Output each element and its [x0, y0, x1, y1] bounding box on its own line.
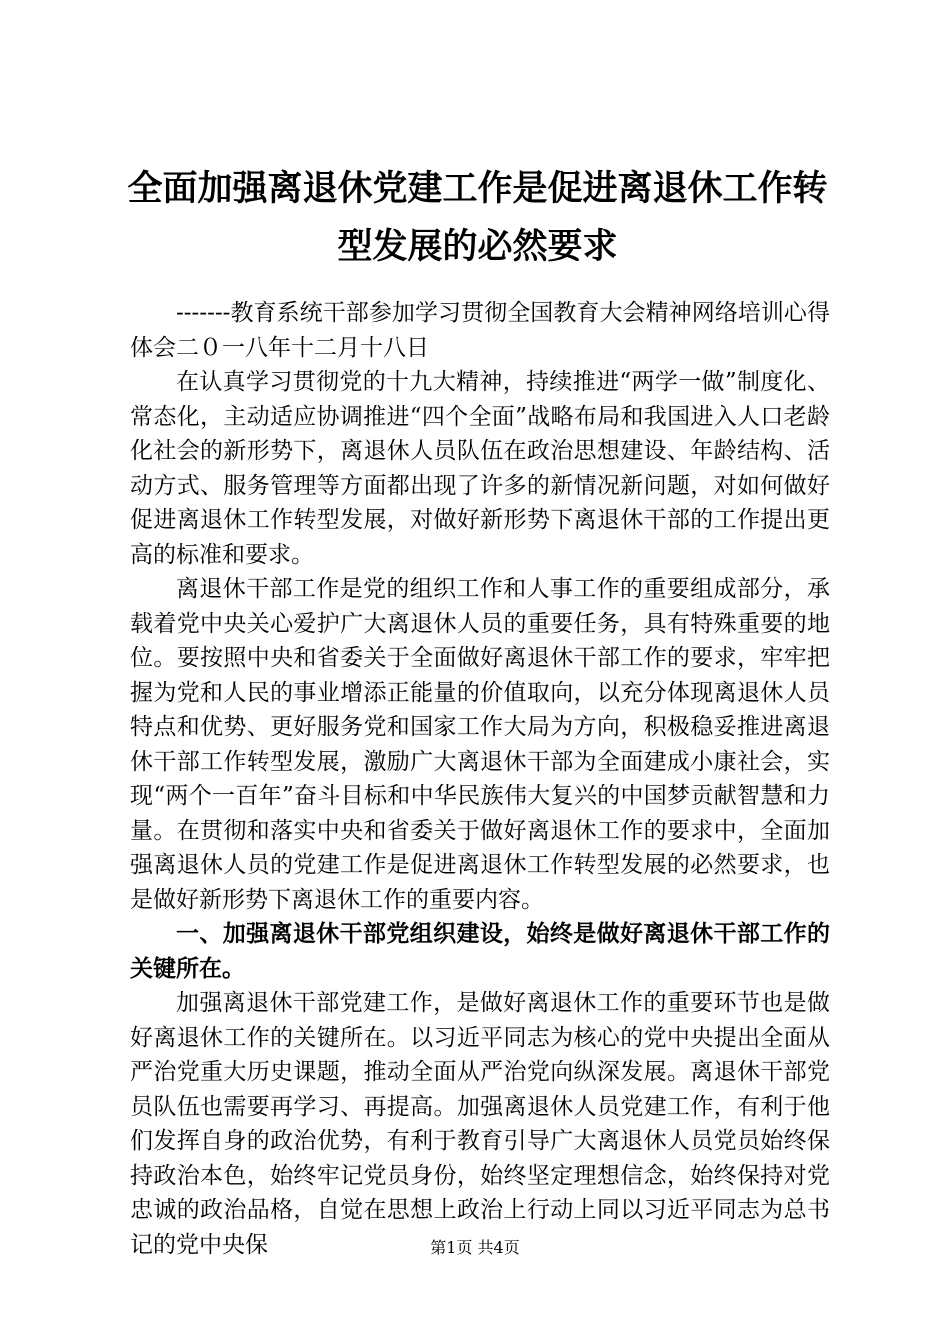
paragraph-importance: 离退休干部工作是党的组织工作和人事工作的重要组成部分，承载着党中央关心爱护广大离退休人员的重要任务，具有特殊重要的地位。要按照中央和省委关于全面做好离退休干部工作的要求，牢牢把握为党和人民的事业增添正能量的价值取向，以充分体现离退休人员特点和优势、更好服务党和国家工作大局为方向，积极稳妥推进离退休干部工作转型发展，激励广大离退休干部为全面建成小康社会，实现“两个一百年”奋斗目标和中华民族伟大复兴的中国梦贡献智慧和力量。在贯彻和落实中央和省委关于做好离退休工作的要求中，全面加强离退休人员的党建工作是促进离退休工作转型发展的必然要求，也是做好新形势下离退休工作的重要内容。	[130, 576, 830, 913]
paragraph-intro: 在认真学习贯彻党的十九大精神，持续推进“两学一做”制度化、常态化，主动适应协调推进“四个全面”战略布局和我国进入人口老龄化社会的新形势下，离退休人员队伍在政治思想建设、年龄结构、活动方式、服务管理等方面都出现了许多的新情况新问题，对如何做好促进离退休工作转型发展，对做好新形势下离退休干部的工作提出更高的标准和要求。	[130, 369, 830, 568]
subtitle-line: -------教育系统干部参加学习贯彻全国教育大会精神网络培训心得体会二０一八年十二月十八日	[130, 300, 830, 361]
document-title: 全面加强离退休党建工作是促进离退休工作转型发展的必然要求	[127, 169, 828, 267]
section-heading-1: 一、加强离退休干部党组织建设，始终是做好离退休干部工作的关键所在。	[130, 921, 830, 982]
paragraph-section-1: 加强离退休干部党建工作，是做好离退休工作的重要环节也是做好离退休工作的关键所在。以习近平同志为核心的党中央提出全面从严治党重大历史课题，推动全面从严治党向纵深发展。离退休干部党员队伍也需要再学习、再提高。加强离退休人员党建工作，有利于他们发挥自身的政治优势，有利于教育引导广大离退休人员党员始终保持政治本色，始终牢记党员身份，始终坚定理想信念，始终保持对党忠诚的政治品格，自觉在思想上政治上行动上同以习近平同志为总书记的党中央保	[130, 990, 830, 1258]
document-body	[130, 296, 830, 1262]
page-footer: 第1页 共4页	[430, 1238, 520, 1257]
